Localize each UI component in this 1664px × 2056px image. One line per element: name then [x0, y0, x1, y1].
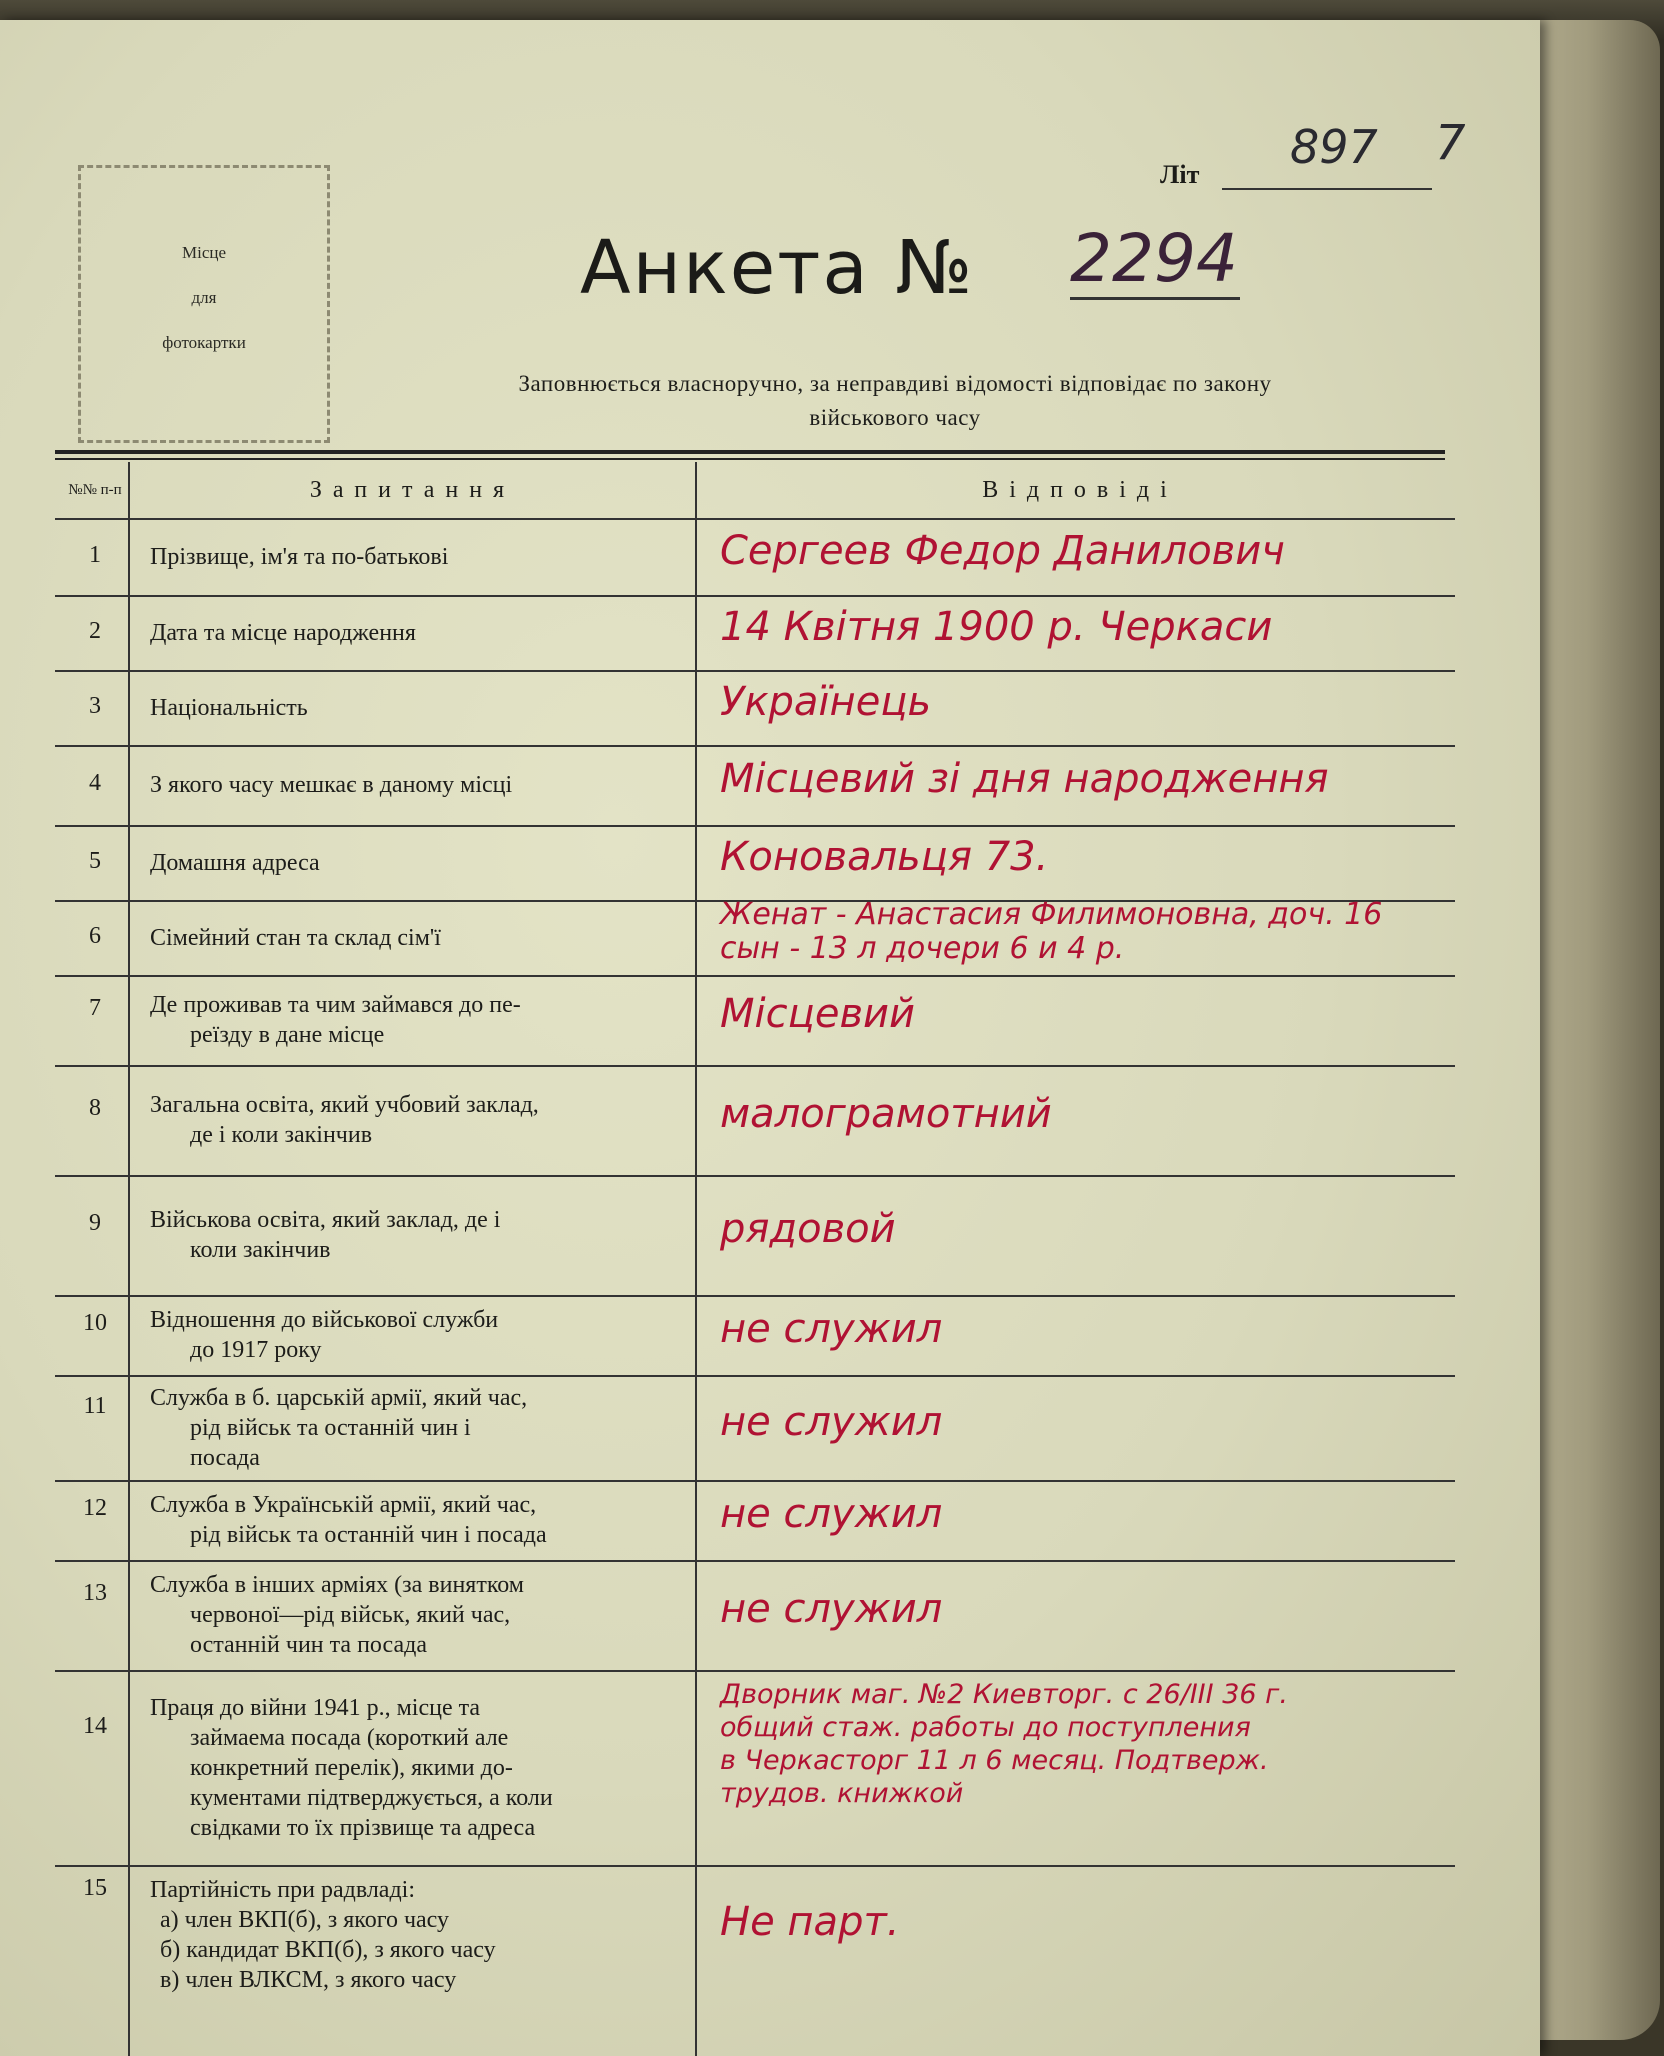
answer-handwritten: [720, 1492, 1480, 1536]
question-line: до 1917 року: [190, 1337, 322, 1363]
question-line: З якого часу мешкає в даному місці: [150, 772, 513, 798]
question-text: [150, 693, 690, 723]
question-text: [150, 542, 690, 572]
question-line: Партійність при радвладі:: [150, 1877, 416, 1903]
question-text: [150, 1090, 690, 1150]
table-row-line: [55, 1560, 1455, 1562]
answer-handwritten: [720, 1092, 1480, 1136]
form-title: Анкета №: [580, 225, 975, 311]
table-row-line: [55, 1065, 1455, 1067]
table-divider-answer: [695, 462, 697, 2056]
question-text: [150, 1875, 690, 1995]
question-text: [150, 1490, 690, 1550]
question-line: Військова освіта, який заклад, де і: [150, 1207, 501, 1233]
question-text: [150, 1305, 690, 1365]
table-row-line: [55, 825, 1455, 827]
question-line: а) член ВКП(б), з якого часу: [160, 1907, 449, 1933]
answer-handwritten: [720, 835, 1480, 879]
sheet-number: 897: [1290, 120, 1378, 174]
question-line: Домашня адреса: [150, 849, 320, 876]
question-line: Дата та місце народження: [150, 619, 416, 646]
lit-label: Літ: [1160, 160, 1200, 189]
answer-handwritten: [720, 529, 1480, 573]
answer-handwritten: [720, 1587, 1480, 1631]
question-line: Служба в б. царській армії, який час,: [150, 1384, 528, 1411]
answer-line: в Черкасторг 11 л 6 месяц. Подтверж.: [720, 1745, 1269, 1776]
answer-line: рядовой: [720, 1206, 896, 1252]
question-line: Прізвище, ім'я та по-батькові: [150, 543, 449, 570]
question-line: Сімейний стан та склад сім'ї: [150, 924, 441, 951]
answer-line: Сергеев Федор Данилович: [720, 527, 1285, 574]
header-rule-thick: [55, 450, 1445, 454]
question-text: [150, 770, 690, 800]
question-line: Служба в Українській армії, який час,: [150, 1492, 537, 1518]
subtitle-line-1: Заповнюється власноручно, за неправдиві відомості відповідає по закону: [518, 371, 1272, 396]
row-number: 1: [89, 541, 101, 568]
row-number: 14: [83, 1712, 107, 1739]
answer-handwritten: [720, 605, 1480, 649]
row-number: 15: [83, 1875, 107, 1901]
question-line: червоної—рід військ, який час,: [190, 1602, 511, 1628]
row-number: 5: [89, 847, 101, 874]
answer-handwritten: [720, 1900, 1480, 1944]
question-text: [150, 848, 690, 878]
answer-line: не служил: [720, 1586, 943, 1632]
answer-line: Дворник маг. №2 Киевторг. с 26/III 36 г.: [720, 1679, 1288, 1710]
answer-line: не служил: [720, 1491, 943, 1537]
question-line: кументами підтверджується, а коли: [190, 1784, 553, 1811]
answer-line: не служил: [720, 1398, 943, 1445]
photo-label-2: для: [191, 288, 217, 307]
sheet-number-corner: 7: [1435, 115, 1466, 171]
question-line: рід військ та останній чин і посада: [190, 1522, 547, 1548]
table-row-line: [55, 595, 1455, 597]
answer-handwritten: [720, 1207, 1480, 1251]
subtitle-line-2: військового часу: [809, 405, 981, 430]
row-number: 8: [89, 1095, 101, 1121]
question-line: займаема посада (короткий але: [190, 1724, 509, 1751]
row-number: 9: [89, 1210, 101, 1236]
question-line: Відношення до військової служби: [150, 1307, 499, 1333]
question-text: [150, 990, 690, 1050]
row-number: 2: [89, 617, 101, 644]
form-subtitle: [370, 367, 1420, 435]
question-line: Праця до війни 1941 р., місце та: [150, 1694, 481, 1721]
table-header-bottom-line: [55, 518, 1455, 520]
question-line: останній чин та посада: [190, 1632, 427, 1658]
row-number: 11: [83, 1392, 107, 1419]
table-row-line: [55, 1295, 1455, 1297]
row-number: 7: [89, 995, 101, 1021]
photo-label-3: фотокартки: [162, 333, 246, 352]
answer-line: Коновальця 73.: [720, 833, 1049, 880]
table-row-line: [55, 1865, 1455, 1867]
question-line: конкретний перелік), якими до-: [190, 1754, 513, 1781]
answer-handwritten: [720, 757, 1480, 801]
question-text: [150, 1383, 690, 1473]
answer-line: сын - 13 л дочери 6 и 4 р.: [720, 930, 1125, 966]
column-header-answer: Відповіді: [982, 476, 1178, 503]
photo-placeholder: [78, 165, 330, 443]
answer-line: малограмотний: [720, 1091, 1052, 1137]
table-row-line: [55, 745, 1455, 747]
question-line: коли закінчив: [190, 1237, 331, 1263]
answer-line: 14 Квітня 1900 р. Черкаси: [720, 603, 1273, 650]
question-line: де і коли закінчив: [190, 1122, 373, 1148]
row-number: 3: [89, 692, 101, 719]
table-row-line: [55, 975, 1455, 977]
question-line: Де проживав та чим займався до пе-: [150, 992, 521, 1018]
answer-handwritten: [720, 1307, 1480, 1351]
row-number: 6: [89, 922, 101, 949]
column-header-number: №№ п-п: [68, 482, 122, 498]
answer-handwritten: [720, 680, 1480, 724]
table-row-line: [55, 1480, 1455, 1482]
answer-line: трудов. книжкой: [720, 1778, 964, 1809]
question-line: свідками то їх прізвище та адреса: [190, 1814, 536, 1841]
photo-label-1: Місце: [181, 243, 227, 262]
question-line: Загальна освіта, який учбовий заклад,: [150, 1092, 539, 1118]
answer-handwritten: [720, 992, 1480, 1036]
row-number: 12: [83, 1495, 107, 1521]
question-line: в) член ВЛКСМ, з якого часу: [160, 1967, 457, 1993]
question-text: [150, 618, 690, 648]
header-rule-thin: [55, 458, 1445, 460]
question-text: [150, 1570, 690, 1660]
table-row-line: [55, 1375, 1455, 1377]
question-line: б) кандидат ВКП(б), з якого часу: [160, 1937, 496, 1963]
answer-line: Українець: [720, 678, 932, 725]
answer-handwritten: [720, 1400, 1480, 1444]
question-text: [150, 1693, 690, 1843]
table-row-line: [55, 670, 1455, 672]
answer-line: Місцевий: [720, 991, 916, 1037]
question-text: [150, 1205, 690, 1265]
answer-line: Женат - Анастасия Филимоновна, доч. 16: [720, 896, 1383, 932]
table-row-line: [55, 1670, 1455, 1672]
answer-line: общий стаж. работы до поступления: [720, 1712, 1251, 1743]
answer-handwritten: [720, 898, 1480, 966]
question-line: Національність: [150, 694, 308, 721]
answer-line: Місцевий зі дня народження: [720, 756, 1329, 802]
question-text: [150, 923, 690, 953]
lit-underline: [1222, 188, 1432, 190]
row-number: 13: [83, 1580, 107, 1606]
answer-line: не служил: [720, 1306, 943, 1352]
row-number: 10: [83, 1310, 107, 1336]
row-number: 4: [89, 770, 101, 796]
answer-handwritten: [720, 1678, 1480, 1810]
answer-line: Не парт.: [720, 1899, 900, 1945]
table-row-line: [55, 1175, 1455, 1177]
form-number: 2294: [1070, 220, 1240, 300]
question-line: рід військ та останній чин і: [190, 1414, 471, 1441]
column-header-question: Запитання: [309, 476, 516, 503]
question-line: посада: [190, 1444, 260, 1471]
question-line: реїзду в дане місце: [190, 1022, 385, 1048]
question-line: Служба в інших арміях (за винятком: [150, 1572, 524, 1598]
